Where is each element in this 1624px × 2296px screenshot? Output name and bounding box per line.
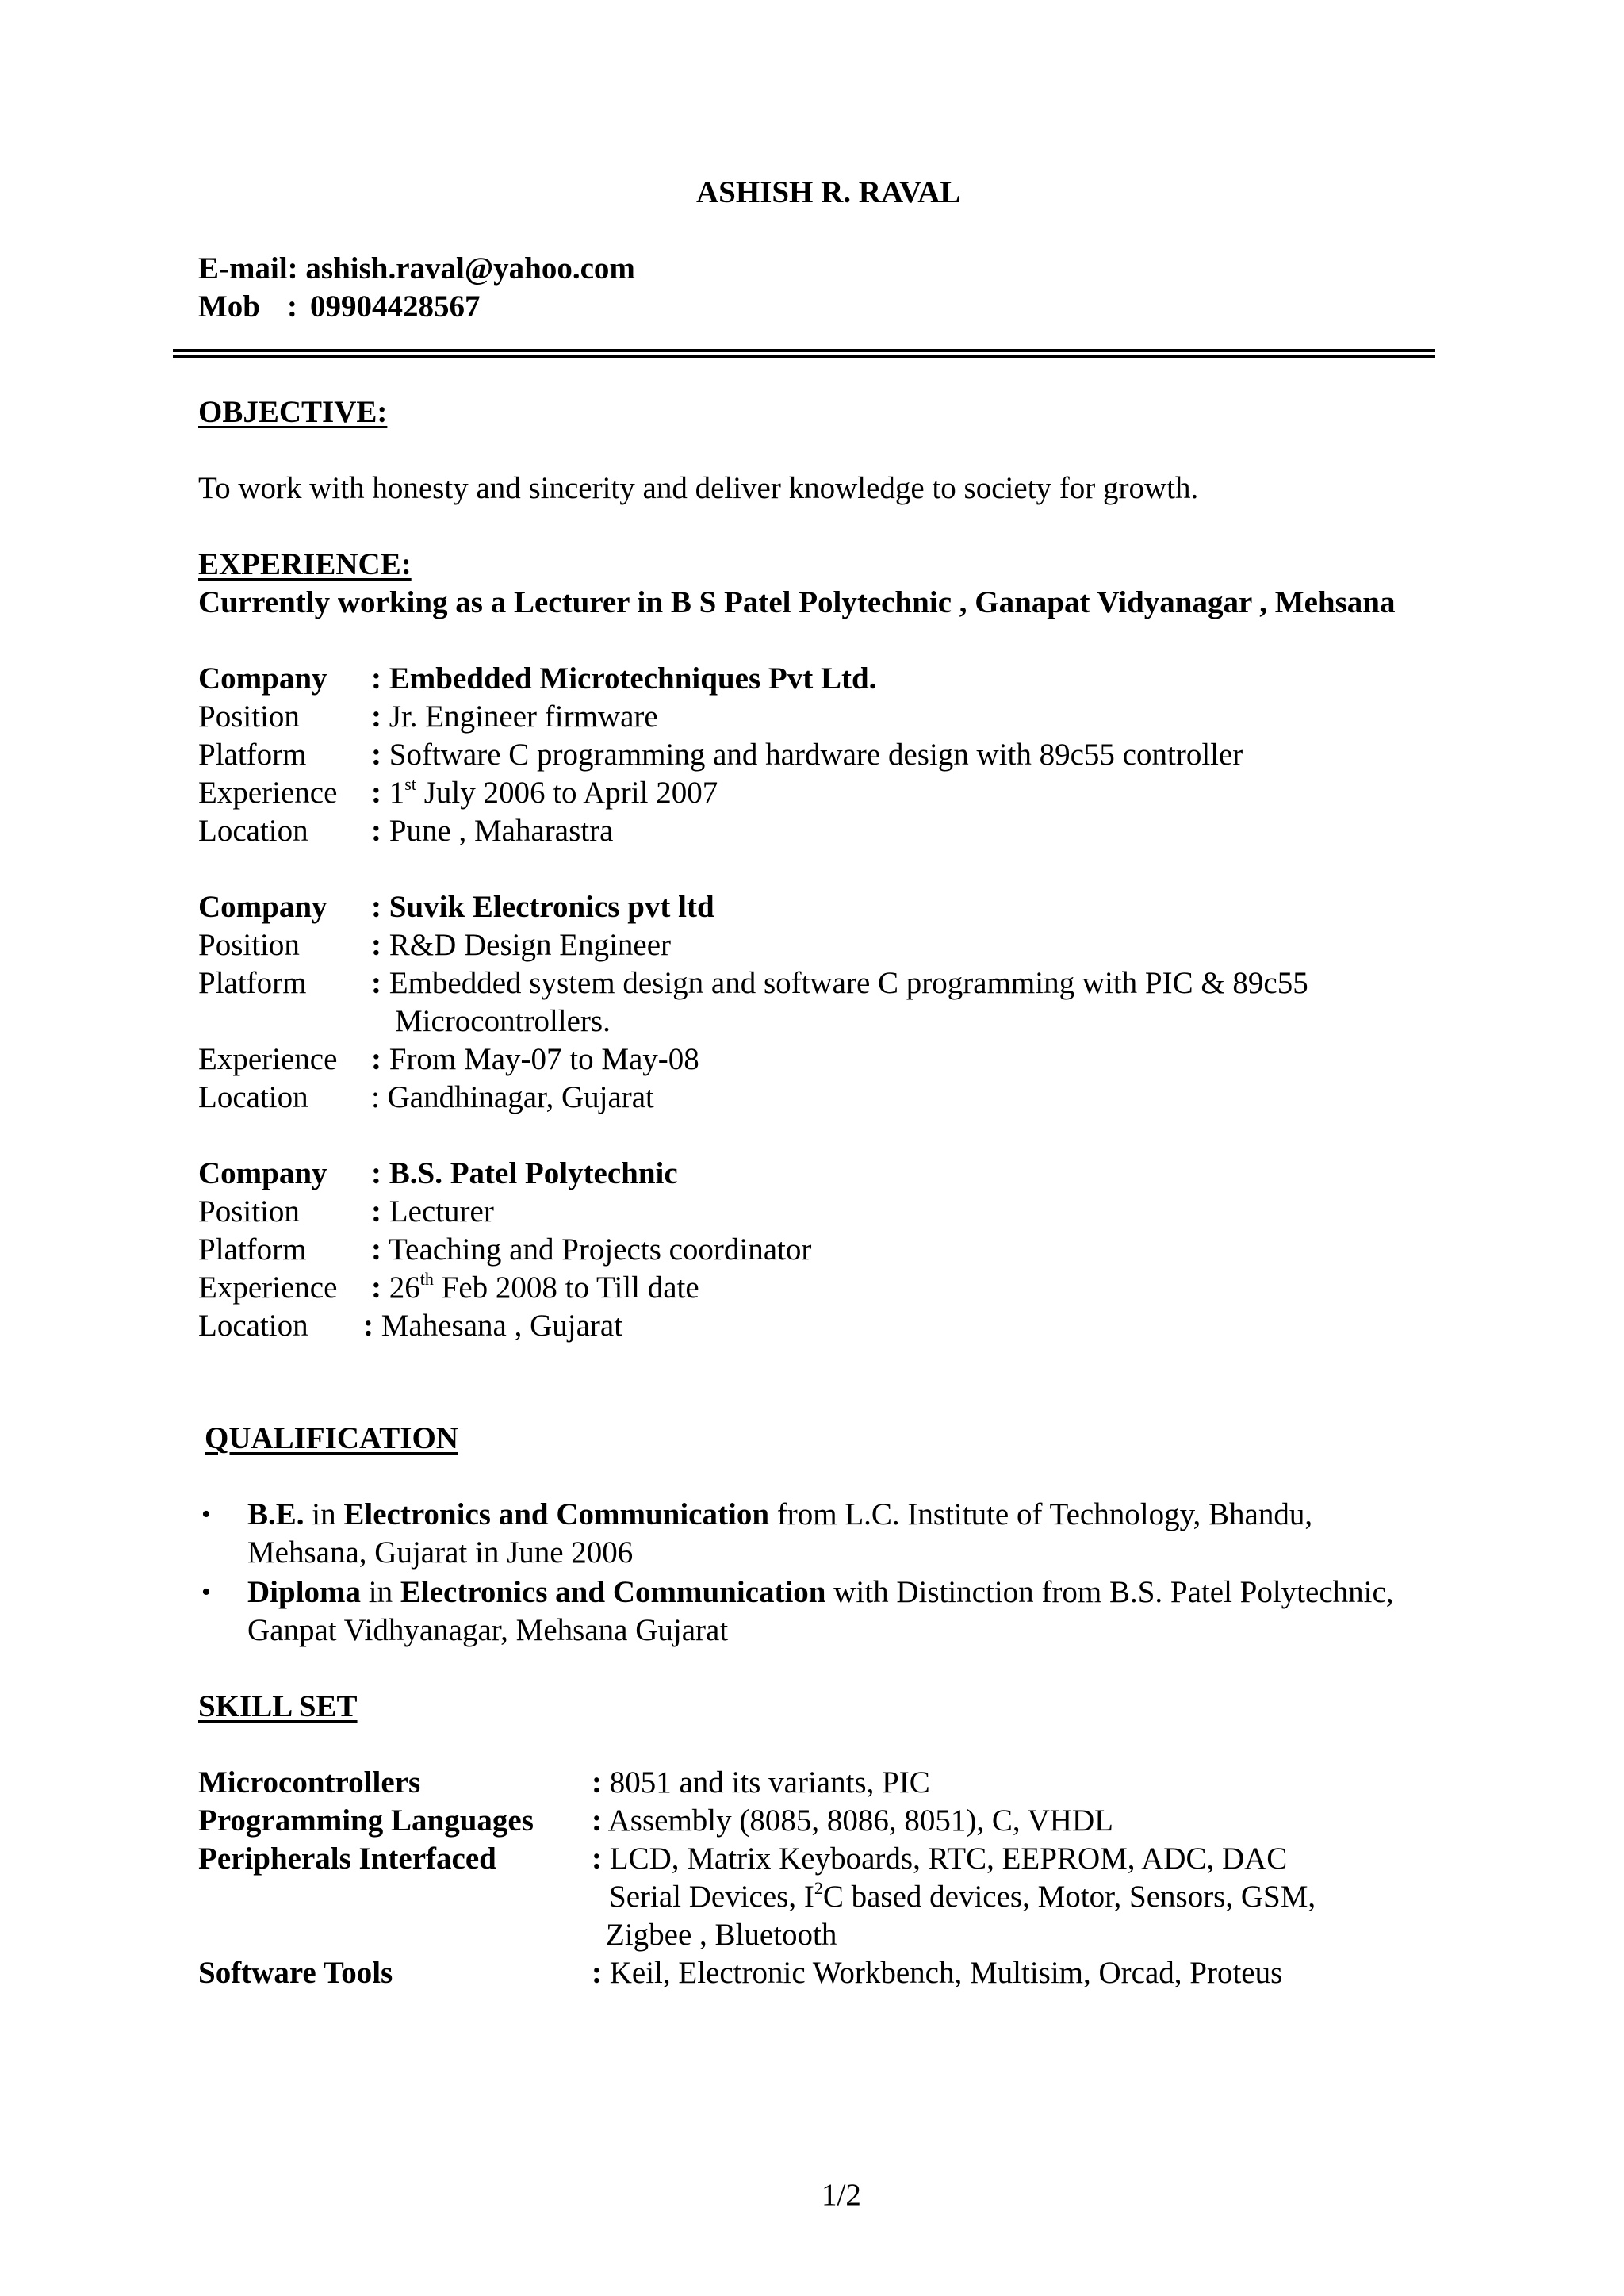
job-platform: : Software C programming and hardware design with 89c55 controller: [371, 738, 1243, 772]
job-company-label: Company: [198, 1156, 327, 1190]
skill-label: Peripherals Interfaced: [198, 1842, 496, 1876]
skill-value-continued: Serial Devices, $I^2C$ based devices, Motor, Sensors, GSM,: [609, 1878, 1316, 1914]
job-company: : B.S. Patel Polytechnic: [371, 1156, 678, 1190]
qualification-line-continued: Mehsana, Gujarat in June 2006: [247, 1535, 634, 1570]
page-number: 1/2: [822, 2178, 861, 2212]
skill-value: : Assembly (8085, 8086, 8051), C, VHDL: [592, 1803, 1113, 1838]
skills-heading: SKILL SET: [198, 1689, 358, 1723]
job-platform: : Embedded system design and software C programming with PIC & 89c55: [371, 966, 1308, 1000]
mobile-separator: :: [287, 289, 297, 324]
job-experience-label: Experience: [198, 1042, 338, 1076]
qualification-line: Diploma in Electronics and Communication with Distinction from B.S. Patel Polytechnic,: [247, 1575, 1394, 1609]
objective-text: To work with honesty and sincerity and deliver knowledge to society for growth.: [198, 471, 1199, 505]
job-location-label: Location: [198, 814, 308, 848]
job-position: : Lecturer: [371, 1194, 494, 1228]
mobile-line: [198, 288, 481, 326]
job-experience: : 1st July 2006 to April 2007: [371, 774, 718, 810]
job-company: : Embedded Microtechniques Pvt Ltd.: [371, 661, 877, 696]
bullet-icon: •: [201, 1500, 211, 1529]
objective-heading: OBJECTIVE:: [198, 395, 388, 429]
email-label: E-mail:: [198, 251, 298, 286]
skill-value: : LCD, Matrix Keyboards, RTC, EEPROM, ADC, DAC: [592, 1842, 1288, 1876]
qualification-heading: QUALIFICATION: [205, 1421, 458, 1455]
skill-value-continued: Zigbee , Bluetooth: [606, 1918, 837, 1952]
job-location-label: Location: [198, 1080, 308, 1114]
job-platform: : Teaching and Projects coordinator: [371, 1232, 812, 1267]
header-rule-top: [173, 349, 1435, 352]
job-platform-label: Platform: [198, 1232, 307, 1267]
email-line: [198, 250, 635, 288]
job-location: : Gandhinagar, Gujarat: [371, 1080, 654, 1114]
job-position: : Jr. Engineer firmware: [371, 700, 658, 734]
job-position-label: Position: [198, 700, 300, 734]
header-rule-bottom: [173, 355, 1435, 358]
skill-value: : Keil, Electronic Workbench, Multisim, Orcad, Proteus: [592, 1956, 1283, 1990]
job-platform-label: Platform: [198, 966, 307, 1000]
job-position-label: Position: [198, 928, 300, 962]
candidate-name: ASHISH R. RAVAL: [696, 175, 961, 209]
job-experience-label: Experience: [198, 776, 338, 810]
skill-label: Programming Languages: [198, 1803, 534, 1838]
qualification-line-continued: Ganpat Vidhyanagar, Mehsana Gujarat: [247, 1613, 729, 1647]
skill-value: : 8051 and its variants, PIC: [592, 1765, 930, 1800]
email-address: ashish.raval@yahoo.com: [305, 251, 635, 286]
qualification-line: B.E. in Electronics and Communication from L.C. Institute of Technology, Bhandu,: [247, 1497, 1313, 1531]
job-experience: : From May-07 to May-08: [371, 1042, 699, 1076]
job-experience: : 26th Feb 2008 to Till date: [371, 1269, 699, 1305]
job-position: : R&D Design Engineer: [371, 928, 672, 962]
job-location-label: Location: [198, 1309, 308, 1343]
skill-label: Software Tools: [198, 1956, 393, 1990]
mobile-label: Mob: [198, 289, 260, 324]
job-experience-label: Experience: [198, 1271, 338, 1305]
job-company: : Suvik Electronics pvt ltd: [371, 890, 714, 924]
job-position-label: Position: [198, 1194, 300, 1228]
experience-heading: EXPERIENCE:: [198, 547, 412, 581]
job-platform-label: Platform: [198, 738, 307, 772]
bullet-icon: •: [201, 1577, 211, 1607]
job-location: : Pune , Maharastra: [371, 814, 614, 848]
job-location: : Mahesana , Gujarat: [363, 1309, 623, 1343]
job-platform-continued: Microcontrollers.: [395, 1004, 611, 1038]
mobile-number: 09904428567: [310, 289, 481, 324]
skill-label: Microcontrollers: [198, 1765, 421, 1800]
job-company-label: Company: [198, 890, 327, 924]
job-company-label: Company: [198, 661, 327, 696]
current-position: Currently working as a Lecturer in B S Patel Polytechnic , Ganapat Vidyanagar , Mehsana: [198, 585, 1396, 619]
